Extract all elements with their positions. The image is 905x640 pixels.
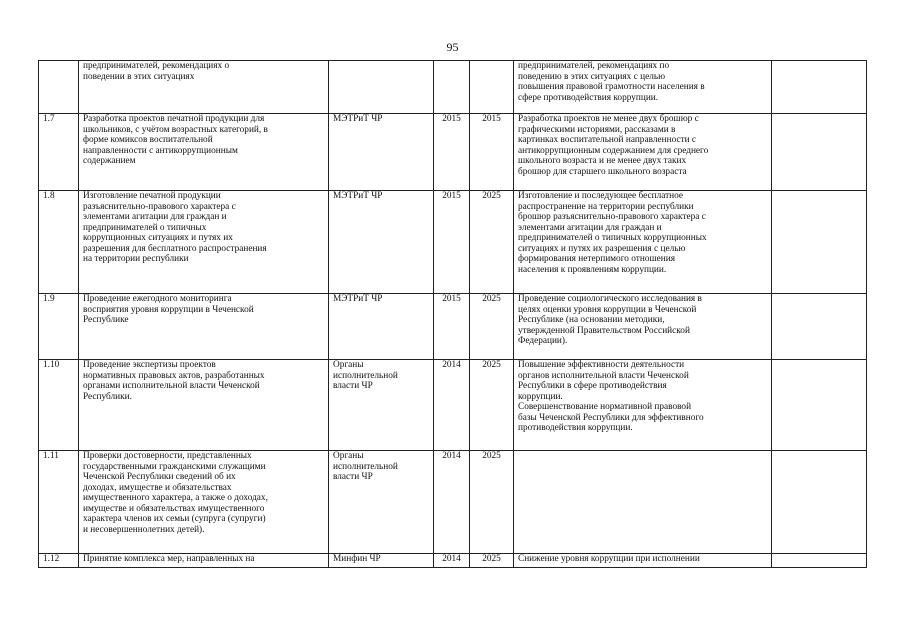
end-year: 2025 bbox=[470, 451, 514, 554]
start-year: 2015 bbox=[434, 294, 470, 360]
executor-text bbox=[329, 61, 434, 114]
end-year: 2025 bbox=[470, 554, 514, 568]
measure-text: Проведение экспертизы проектов нормативных правовых актов, разработанных органами исполнительной власти Чеченской Республики. bbox=[79, 360, 329, 451]
end-year bbox=[470, 61, 514, 114]
result-text: Изготовление и последующее бесплатное распространение на территории республики брошюр разъяснительно-правового характера с элементами агитации для граждан и предпринимателей о типичных коррупционных ситуациях и путях их разрешения с целью формирования нетерпимого отношения населения к проявлениям коррупции. bbox=[514, 191, 772, 294]
measures-table bbox=[38, 60, 867, 568]
measure-text: Изготовление печатной продукции разъяснительно-правового характера с элементами агитации для граждан и предпринимателей о типичных коррупционных ситуациях и путях их разрешения для бесплатного распространения на территории республики bbox=[79, 191, 329, 294]
extra-cell bbox=[772, 191, 867, 294]
row-number: 1.7 bbox=[39, 114, 79, 191]
executor-text: Органы исполнительной власти ЧР bbox=[329, 360, 434, 451]
start-year bbox=[434, 61, 470, 114]
table-row bbox=[39, 554, 867, 568]
executor-text: МЭТРиТ ЧР bbox=[329, 114, 434, 191]
row-number: 1.9 bbox=[39, 294, 79, 360]
result-text: предпринимателей, рекомендациях по поведению в этих ситуациях с целью повышения правовой грамотности населения в сфере противодействия коррупции. bbox=[514, 61, 772, 114]
extra-cell bbox=[772, 554, 867, 568]
measure-text: Разработка проектов печатной продукции для школьников, с учётом возрастных категорий, в форме комиксов воспитательной направленности с антикоррупционным содержанием bbox=[79, 114, 329, 191]
page-number: 95 bbox=[446, 40, 459, 54]
end-year: 2015 bbox=[470, 114, 514, 191]
extra-cell bbox=[772, 360, 867, 451]
table-row bbox=[39, 451, 867, 554]
measure-text: предпринимателей, рекомендациях о поведении в этих ситуациях bbox=[79, 61, 329, 114]
measure-text: Принятие комплекса мер, направленных на bbox=[79, 554, 329, 568]
result-text: Повышение эффективности деятельности органов исполнительной власти Чеченской Республики в сфере противодействия коррупции. Совершенствование нормативной правовой базы Чеченской Республики для эффективного противодействия коррупции. bbox=[514, 360, 772, 451]
table-row bbox=[39, 191, 867, 294]
start-year: 2015 bbox=[434, 114, 470, 191]
start-year: 2014 bbox=[434, 451, 470, 554]
executor-text: МЭТРиТ ЧР bbox=[329, 294, 434, 360]
result-text: Разработка проектов не менее двух брошюр с графическими историями, рассказами в картинках воспитательной направленности с антикоррупционным содержанием для среднего школьного возраста и не менее двух таких брошюр для старшего школьного возраста bbox=[514, 114, 772, 191]
result-text bbox=[514, 451, 772, 554]
extra-cell bbox=[772, 61, 867, 114]
row-number: 1.11 bbox=[39, 451, 79, 554]
table-row bbox=[39, 61, 867, 114]
measure-text: Проверки достоверности, представленных государственными гражданскими служащими Чеченской Республики сведений об их доходах, имуществе и обязательствах имущественного характера, а также о доходах, имуществе и обязательствах имущественного характера членов их семьи (супруга (супруги) и несовершеннолетних детей). bbox=[79, 451, 329, 554]
result-text: Снижение уровня коррупции при исполнении bbox=[514, 554, 772, 568]
extra-cell bbox=[772, 114, 867, 191]
row-number: 1.10 bbox=[39, 360, 79, 451]
start-year: 2014 bbox=[434, 554, 470, 568]
start-year: 2014 bbox=[434, 360, 470, 451]
row-number bbox=[39, 61, 79, 114]
table-row bbox=[39, 360, 867, 451]
executor-text: МЭТРиТ ЧР bbox=[329, 191, 434, 294]
start-year: 2015 bbox=[434, 191, 470, 294]
end-year: 2025 bbox=[470, 191, 514, 294]
extra-cell bbox=[772, 451, 867, 554]
end-year: 2025 bbox=[470, 294, 514, 360]
result-text: Проведение социологического исследования в целях оценки уровня коррупции в Чеченской Республике (на основании методики, утвержденной Правительством Российской Федерации). bbox=[514, 294, 772, 360]
executor-text: Минфин ЧР bbox=[329, 554, 434, 568]
row-number: 1.8 bbox=[39, 191, 79, 294]
extra-cell bbox=[772, 294, 867, 360]
end-year: 2025 bbox=[470, 360, 514, 451]
table-row bbox=[39, 114, 867, 191]
measure-text: Проведение ежегодного мониторинга восприятия уровня коррупции в Чеченской Республике bbox=[79, 294, 329, 360]
table-row bbox=[39, 294, 867, 360]
row-number: 1.12 bbox=[39, 554, 79, 568]
executor-text: Органы исполнительной власти ЧР bbox=[329, 451, 434, 554]
